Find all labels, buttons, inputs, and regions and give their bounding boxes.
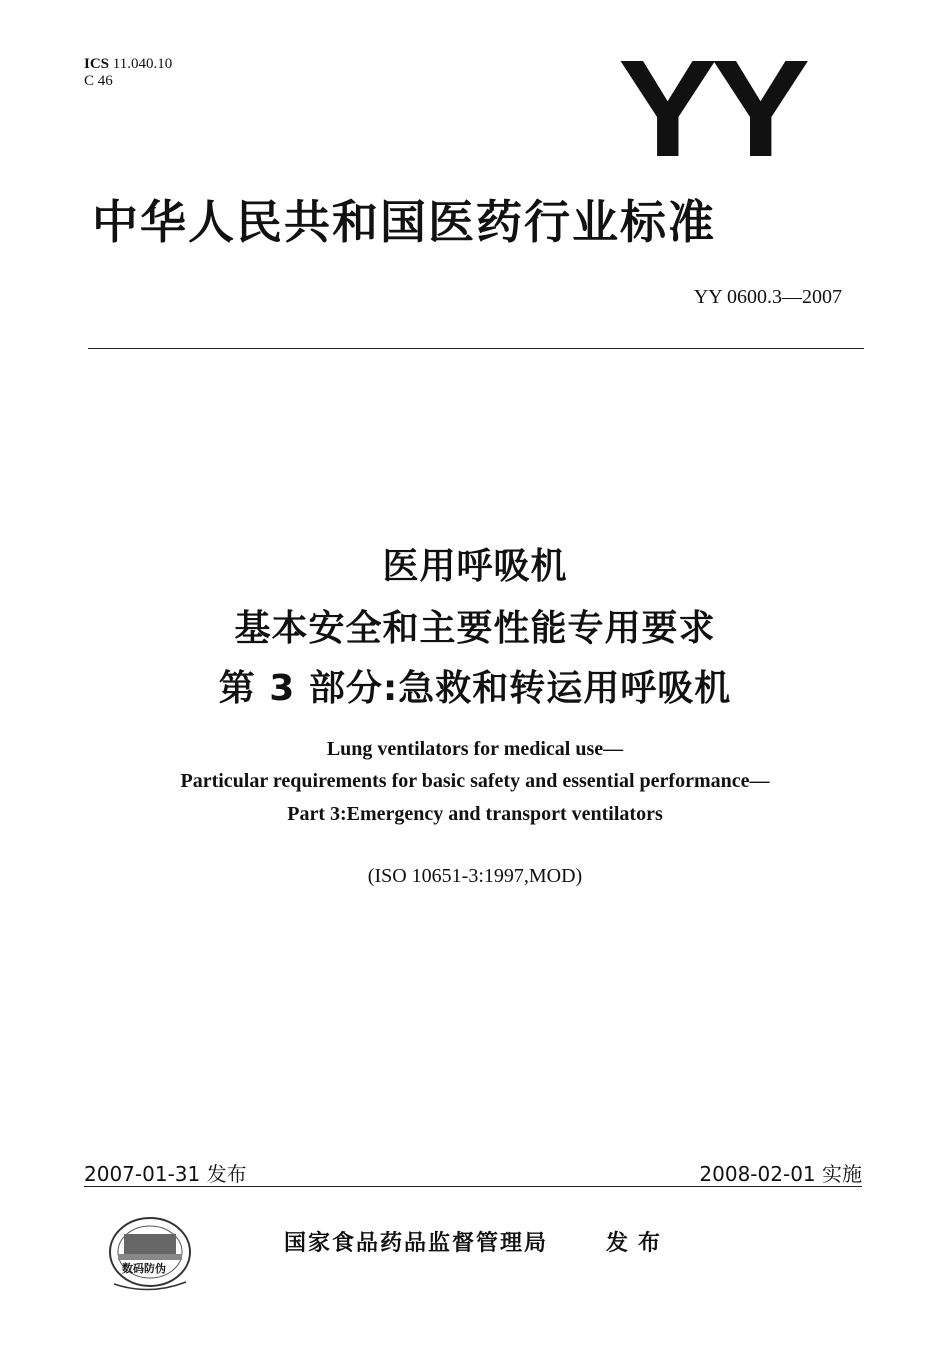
seal-text: 数码防伪 — [122, 1262, 166, 1275]
iso-reference: (ISO 10651-3:1997,MOD) — [367, 865, 583, 887]
bottom-divider — [84, 1186, 862, 1187]
classification-codes — [84, 56, 172, 90]
authority-name: 中华人民共和国医药行业标准 — [92, 195, 716, 249]
cn-title-line-1: 医用呼吸机 — [382, 546, 568, 587]
issue-date: 2007-01-31 发布 — [84, 1162, 247, 1186]
ics-line — [84, 56, 172, 73]
ics-code: 11.040.10 — [112, 56, 173, 72]
en-title-line-1: Lung ventilators for medical use— — [326, 738, 624, 760]
top-divider — [88, 348, 864, 349]
ccs-label: C — [84, 73, 95, 89]
en-title-line-3: Part 3:Emergency and transport ventilators — [287, 803, 663, 825]
cn-title-line-3: 第 3 部分:急救和转运用呼吸机 — [218, 668, 732, 709]
cn-title-line-2: 基本安全和主要性能专用要求 — [234, 608, 716, 649]
standard-number: YY 0600.3—2007 — [693, 286, 842, 308]
ics-label: ICS — [84, 56, 110, 72]
anti-counterfeit-seal — [104, 1212, 196, 1296]
yy-logo: YY — [618, 32, 804, 186]
publish-word: 发布 — [606, 1231, 671, 1256]
en-title-line-2: Particular requirements for basic safety and essential performance— — [180, 770, 770, 792]
ccs-line — [84, 73, 172, 90]
implementation-date: 2008-02-01 实施 — [699, 1162, 862, 1186]
ccs-code: 46 — [97, 73, 113, 89]
seal-icon — [104, 1212, 196, 1296]
publisher-name: 国家食品药品监督管理局 — [284, 1231, 549, 1256]
